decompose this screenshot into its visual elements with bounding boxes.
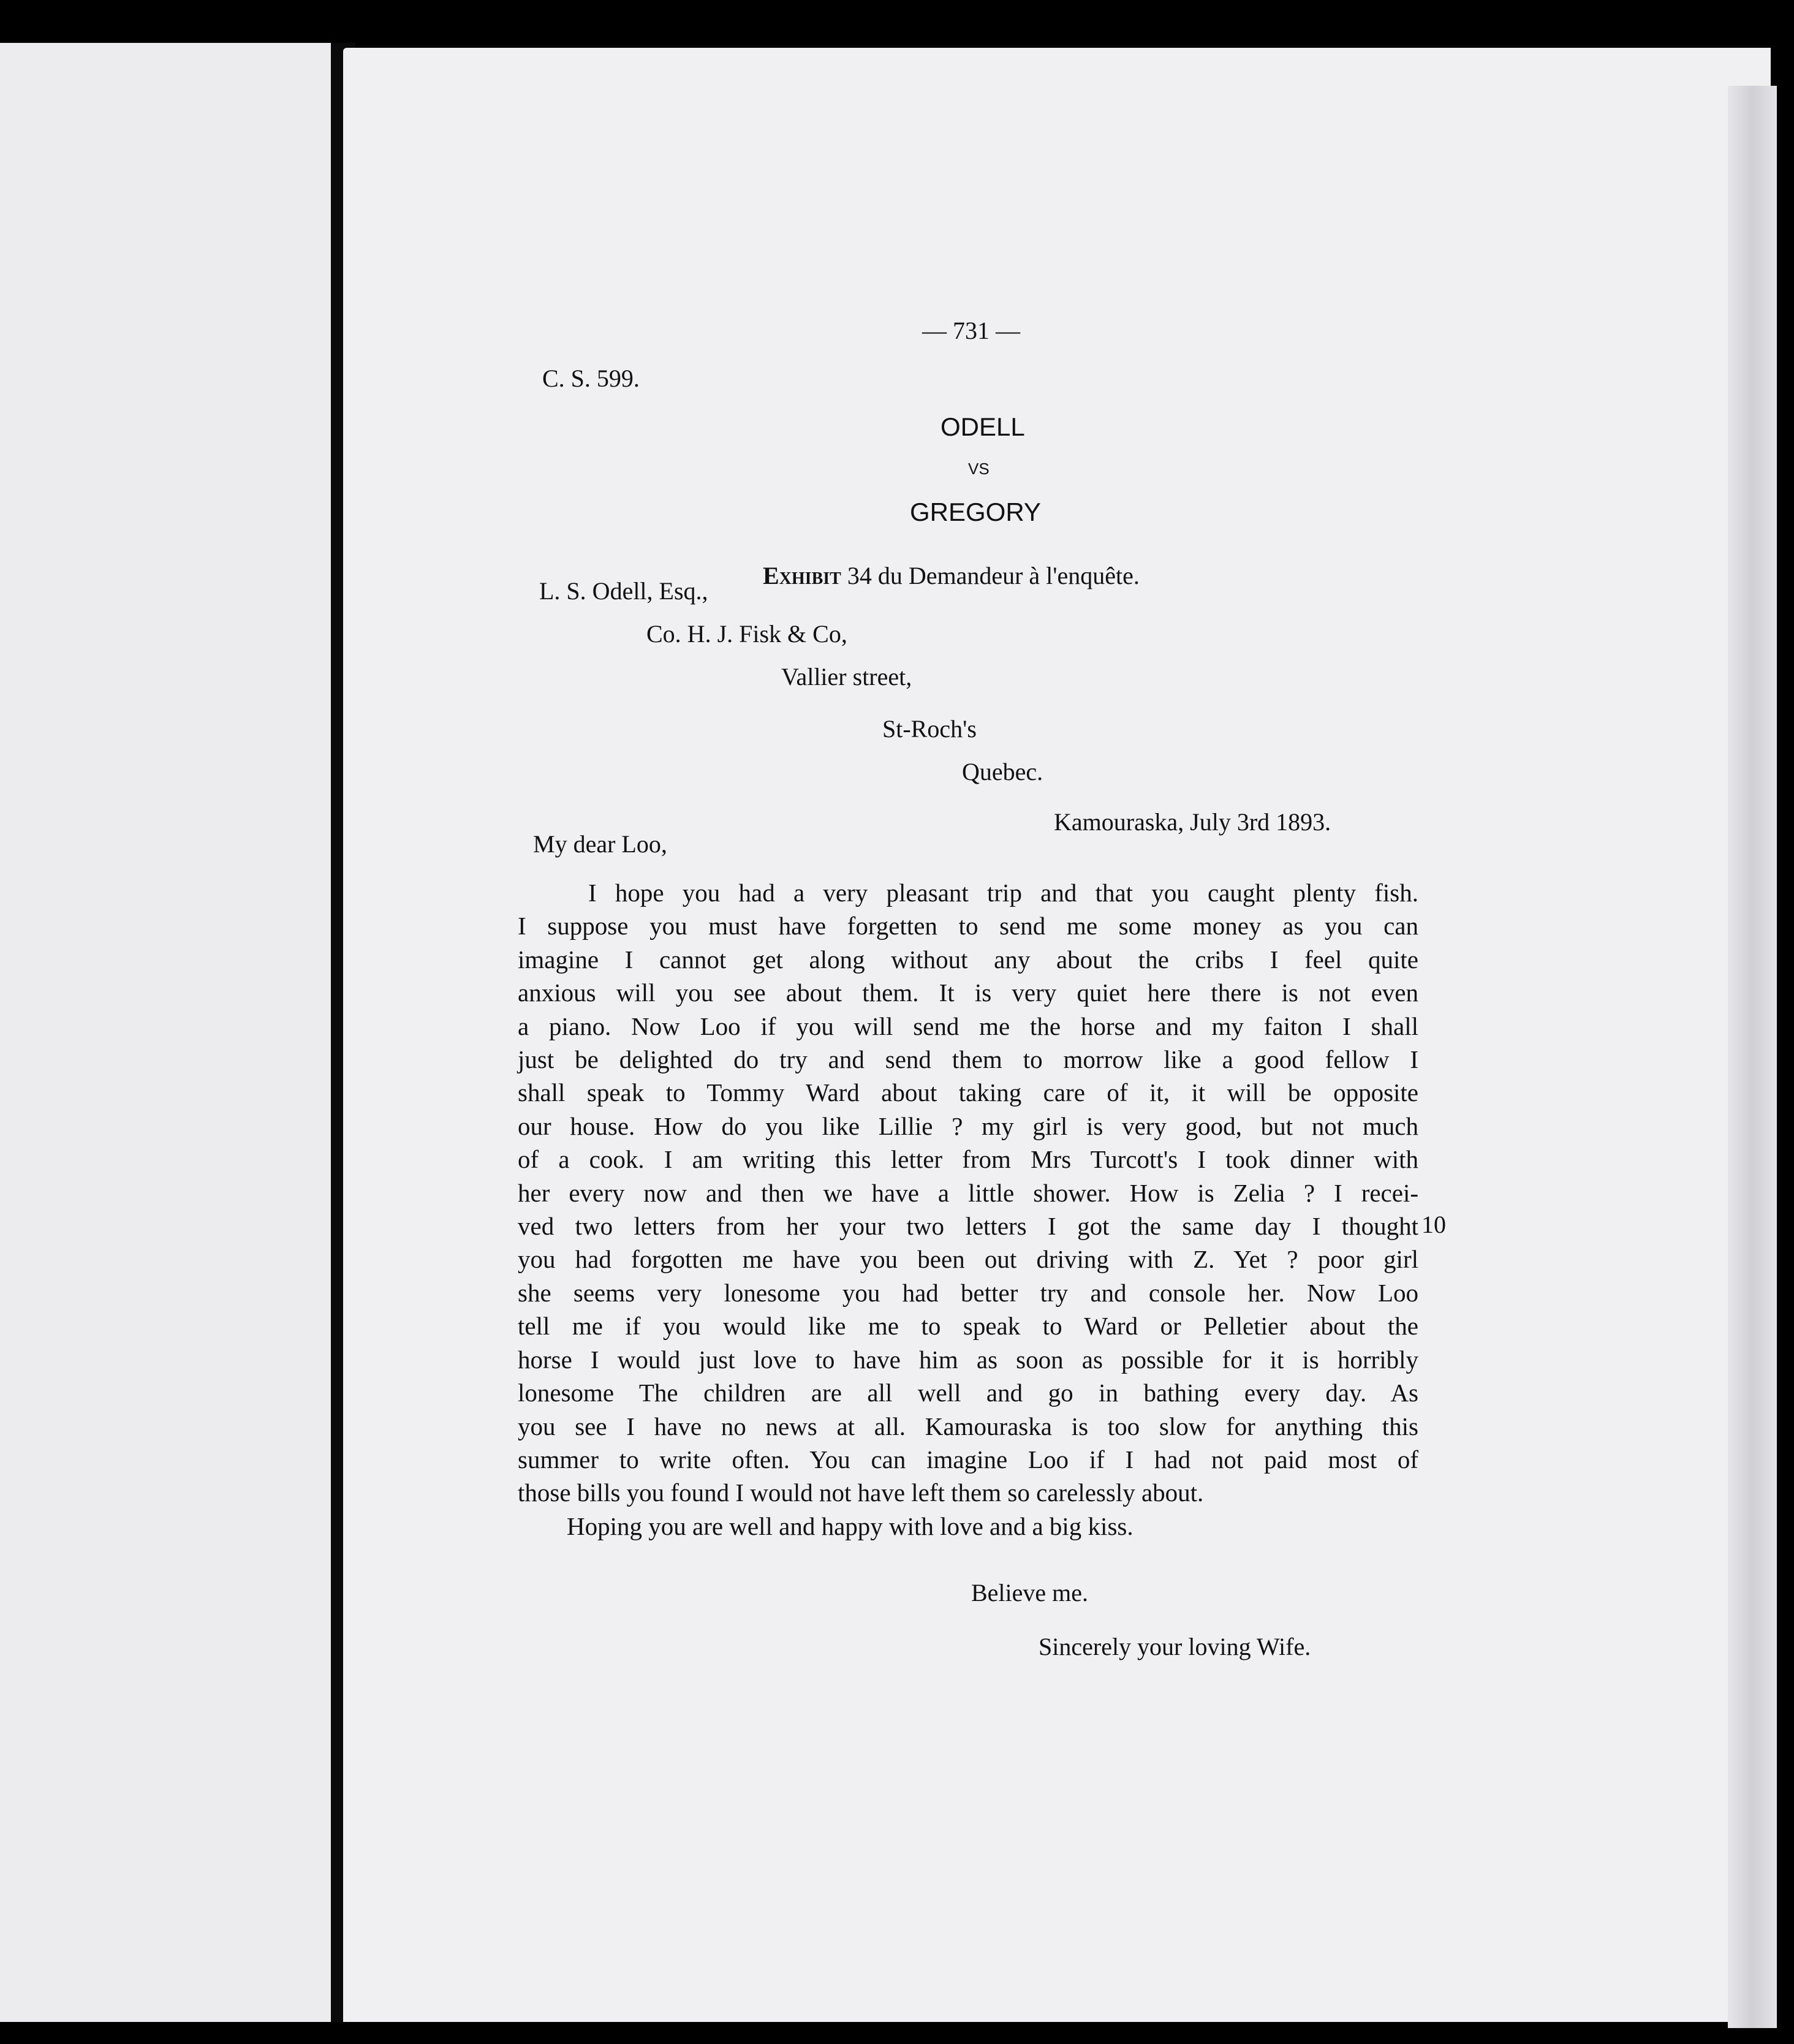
dateline: Kamouraska, July 3rd 1893.: [1054, 808, 1331, 836]
left-page: [0, 43, 331, 2022]
body-line: a piano. Now Loo if you will send me the horse and my faiton I shall: [518, 1012, 1418, 1040]
plaintiff-name: ODELL: [941, 412, 1025, 441]
body-line: summer to write often. You can imagine Loo if I had not paid most of: [518, 1445, 1418, 1474]
defendant-name: GREGORY: [910, 498, 1041, 526]
exhibit-label: Exhibit: [763, 562, 841, 589]
address-line-4: St-Roch's: [882, 715, 977, 743]
body-line: her every now and then we have a little shower. How is Zelia ? I recei-: [518, 1178, 1418, 1207]
salutation: My dear Loo,: [533, 830, 667, 858]
body-line: she seems very lonesome you had better try and console her. Now Loo: [518, 1278, 1418, 1307]
body-line: horse I would just love to have him as soon as possible for it is horribly: [518, 1345, 1418, 1374]
body-line: you see I have no news at all. Kamouraska is too slow for anything this: [518, 1412, 1418, 1440]
body-line: imagine I cannot get along without any about the cribs I feel quite: [518, 945, 1418, 974]
body-line: I hope you had a very pleasant trip and that you caught plenty fish.: [588, 879, 1418, 907]
body-line: our house. How do you like Lillie ? my girl is very good, but not much: [518, 1111, 1418, 1140]
body-line: lonesome The children are all well and go in bathing every day. As: [518, 1379, 1418, 1407]
address-line-1: L. S. Odell, Esq.,: [539, 577, 708, 605]
address-line-2: Co. H. J. Fisk & Co,: [646, 620, 847, 648]
signature: Sincerely your loving Wife.: [1039, 1633, 1311, 1660]
body-line: those bills you found I would not have left them so carelessly about.: [518, 1478, 1204, 1507]
page-number: — 731 —: [922, 317, 1020, 344]
margin-line-number: 10: [1421, 1211, 1446, 1238]
body-line: of a cook. I am writing this letter from Mrs Turcott's I took dinner with: [518, 1145, 1418, 1174]
body-line: I suppose you must have forgetten to send me some money as you can: [518, 912, 1418, 941]
body-line: shall speak to Tommy Ward about taking care of it, it will be opposite: [518, 1078, 1418, 1107]
body-line: you had forgotten me have you been out driving with Z. Yet ? poor girl: [518, 1245, 1418, 1274]
body-line: tell me if you would like me to speak to Ward or Pelletier about the: [518, 1312, 1418, 1341]
letter-body: [518, 876, 1418, 1543]
body-line: just be delighted do try and send them to morrow like a good fellow I: [518, 1045, 1418, 1074]
page-edge: [1728, 86, 1777, 2028]
exhibit-heading: [751, 539, 1140, 588]
closing-line: Hoping you are well and happy with love and a big kiss.: [567, 1512, 1134, 1540]
believe-me: Believe me.: [971, 1579, 1089, 1607]
body-line: ved two letters from her your two letters I got the same day I thought: [518, 1212, 1418, 1241]
address-line-3: Vallier street,: [781, 663, 912, 691]
body-line: anxious will you see about them. It is very quiet here there is not even: [518, 978, 1418, 1007]
address-line-5: Quebec.: [962, 758, 1043, 785]
versus-label: VS: [968, 460, 990, 478]
exhibit-text: 34 du Demandeur à l'enquête.: [841, 562, 1140, 589]
case-reference: C. S. 599.: [542, 365, 640, 392]
